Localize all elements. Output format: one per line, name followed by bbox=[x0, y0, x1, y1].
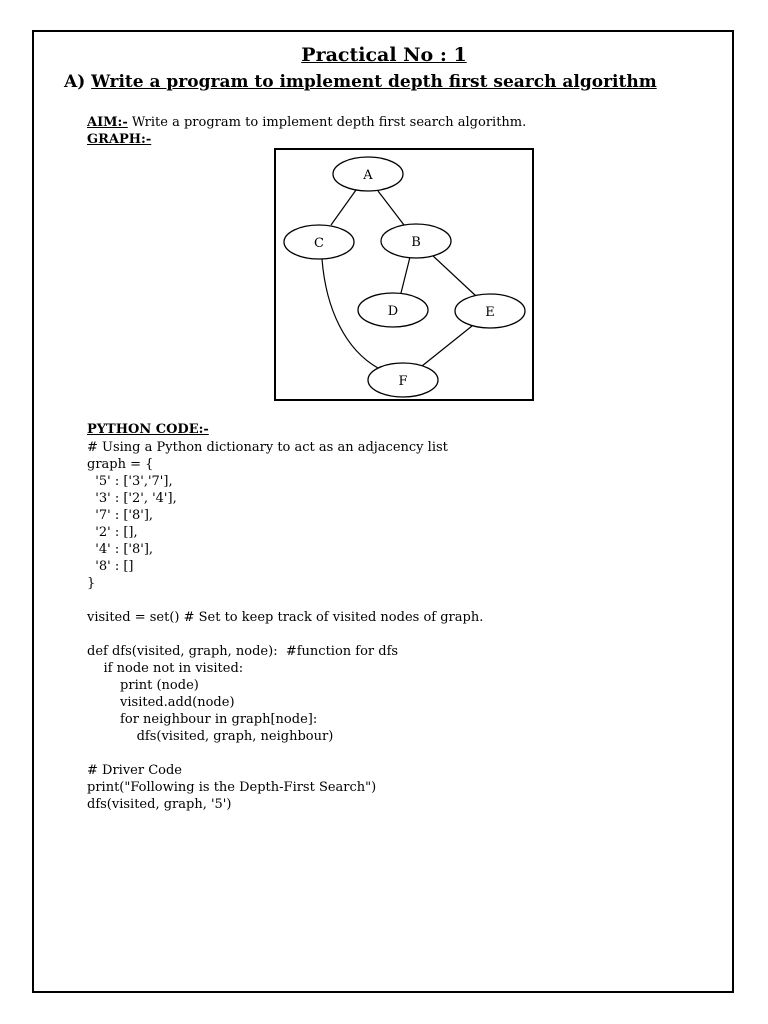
code-line: print (node) bbox=[87, 678, 199, 693]
graph-diagram bbox=[276, 150, 532, 399]
code-line: dfs(visited, graph, neighbour) bbox=[87, 729, 334, 744]
graph-label: GRAPH:- bbox=[87, 132, 152, 147]
aim-paragraph bbox=[87, 115, 526, 130]
code-line: graph = { bbox=[87, 457, 154, 472]
node-b-label: B bbox=[411, 235, 421, 250]
code-line: '2' : [], bbox=[87, 525, 138, 540]
edge-a-c bbox=[331, 190, 356, 225]
code-line: } bbox=[87, 576, 96, 591]
code-line: '7' : ['8'], bbox=[87, 508, 154, 523]
node-c-label: C bbox=[314, 236, 324, 251]
code-line bbox=[87, 592, 483, 609]
section-heading bbox=[64, 72, 657, 92]
node-f-label: F bbox=[398, 374, 408, 389]
code-line: visited.add(node) bbox=[87, 695, 235, 710]
section-title: Write a program to implement depth first search algorithm bbox=[91, 72, 657, 92]
edge-b-d bbox=[401, 257, 410, 293]
section-prefix: A) bbox=[64, 72, 86, 92]
node-e-label: E bbox=[485, 305, 495, 320]
code-line: '5' : ['3','7'], bbox=[87, 474, 173, 489]
code-line: def dfs(visited, graph, node): #function for dfs bbox=[87, 644, 399, 659]
code-line: '8' : [] bbox=[87, 559, 134, 574]
node-a-label: A bbox=[363, 168, 373, 183]
edge-a-b bbox=[378, 191, 404, 225]
edge-e-f bbox=[422, 326, 472, 366]
code-block bbox=[87, 439, 483, 813]
code-line: '4' : ['8'], bbox=[87, 542, 154, 557]
graph-figure bbox=[274, 148, 534, 401]
code-line: dfs(visited, graph, '5') bbox=[87, 797, 232, 812]
code-line: for neighbour in graph[node]: bbox=[87, 712, 318, 727]
code-line: visited = set() # Set to keep track of visited nodes of graph. bbox=[87, 610, 484, 625]
node-d-label: D bbox=[387, 304, 399, 319]
code-line: '3' : ['2', '4'], bbox=[87, 491, 177, 506]
code-line: # Driver Code bbox=[87, 763, 182, 778]
code-heading: PYTHON CODE:- bbox=[87, 422, 209, 437]
code-line: # Using a Python dictionary to act as an adjacency list bbox=[87, 440, 448, 455]
code-line: print("Following is the Depth-First Search") bbox=[87, 780, 377, 795]
edge-b-e bbox=[431, 254, 476, 296]
page-title: Practical No : 1 bbox=[301, 44, 467, 66]
code-line bbox=[87, 745, 483, 762]
code-line bbox=[87, 626, 483, 643]
aim-text: Write a program to implement depth first search algorithm. bbox=[127, 115, 527, 130]
aim-label: AIM:- bbox=[87, 115, 128, 130]
code-line: if node not in visited: bbox=[87, 661, 244, 676]
